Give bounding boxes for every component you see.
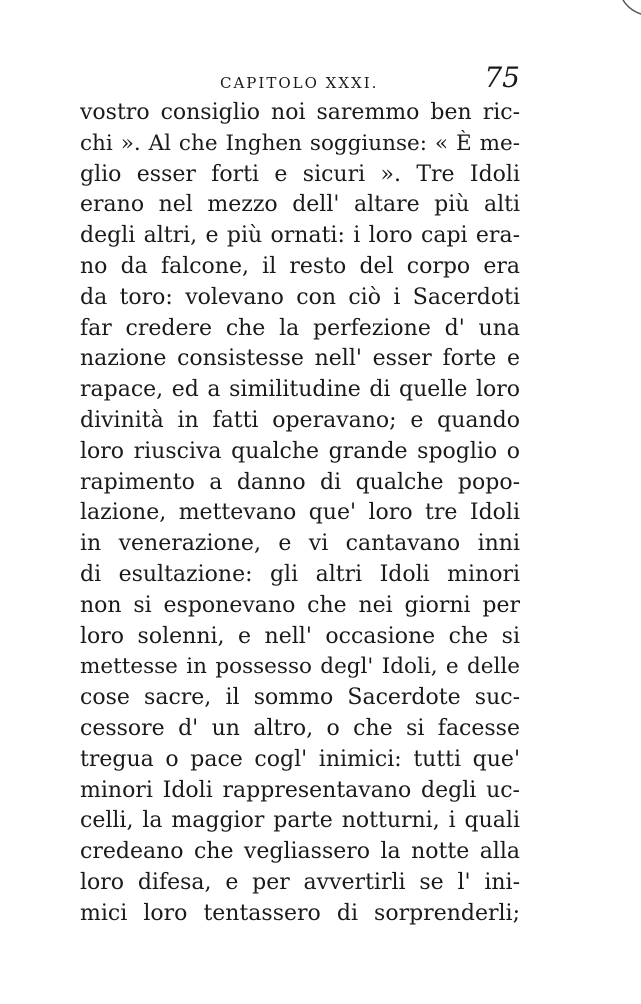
text-line: vostro consiglio noi saremmo ben ric-: [80, 100, 520, 125]
text-line: no da falcone, il resto del corpo era: [80, 253, 520, 279]
text-line: minori Idoli rappresentavano degli uc-: [80, 777, 520, 803]
text-line: divinità in fatti operavano; e quando: [80, 407, 520, 433]
text-line: nazione consistesse nell' esser forte e: [80, 346, 520, 372]
running-head: [80, 61, 520, 100]
text-line: mici loro tentassero di sorprenderli;: [80, 900, 520, 926]
text-line: da toro: volevano con ciò i Sacerdoti: [80, 284, 520, 310]
text-line: tregua o pace cogl' inimici: tutti que': [80, 746, 520, 772]
text-line: lazione, mettevano que' loro tre Idoli: [80, 500, 520, 526]
text-line: loro solenni, e nell' occasione che si: [80, 623, 520, 649]
body-text: [80, 98, 520, 930]
text-line: erano nel mezzo dell' altare più alti: [80, 192, 520, 218]
text-line: in venerazione, e vi cantavano inni: [80, 531, 520, 557]
text-line: rapace, ed a similitudine di quelle loro: [80, 377, 520, 403]
text-line: loro difesa, e per avvertirli se l' ini-: [80, 869, 520, 895]
text-line: loro riusciva qualche grande spoglio o: [80, 438, 520, 464]
text-line: credeano che vegliassero la notte alla: [80, 839, 520, 865]
page-number: 75: [484, 61, 520, 94]
text-line: di esultazione: gli altri Idoli minori: [80, 561, 520, 587]
text-line: far credere che la perfezione d' una: [80, 315, 520, 341]
page-corner-mark: [619, 0, 641, 22]
text-line: celli, la maggior parte notturni, i quali: [80, 808, 520, 834]
text-line: cose sacre, il sommo Sacerdote suc-: [80, 685, 520, 711]
chapter-title: CAPITOLO XXXI.: [220, 74, 379, 92]
text-line: rapimento a danno di qualche popo-: [80, 469, 520, 495]
text-line: mettesse in possesso degl' Idoli, e delle: [80, 654, 520, 680]
text-line: chi ». Al che Inghen soggiunse: « È me-: [80, 130, 520, 156]
text-line: non si esponevano che nei giorni per: [80, 592, 520, 618]
text-line: cessore d' un altro, o che si facesse: [80, 715, 520, 741]
text-line: glio esser forti e sicuri ». Tre Idoli: [80, 161, 520, 187]
text-line: degli altri, e più ornati: i loro capi era-: [80, 223, 520, 249]
